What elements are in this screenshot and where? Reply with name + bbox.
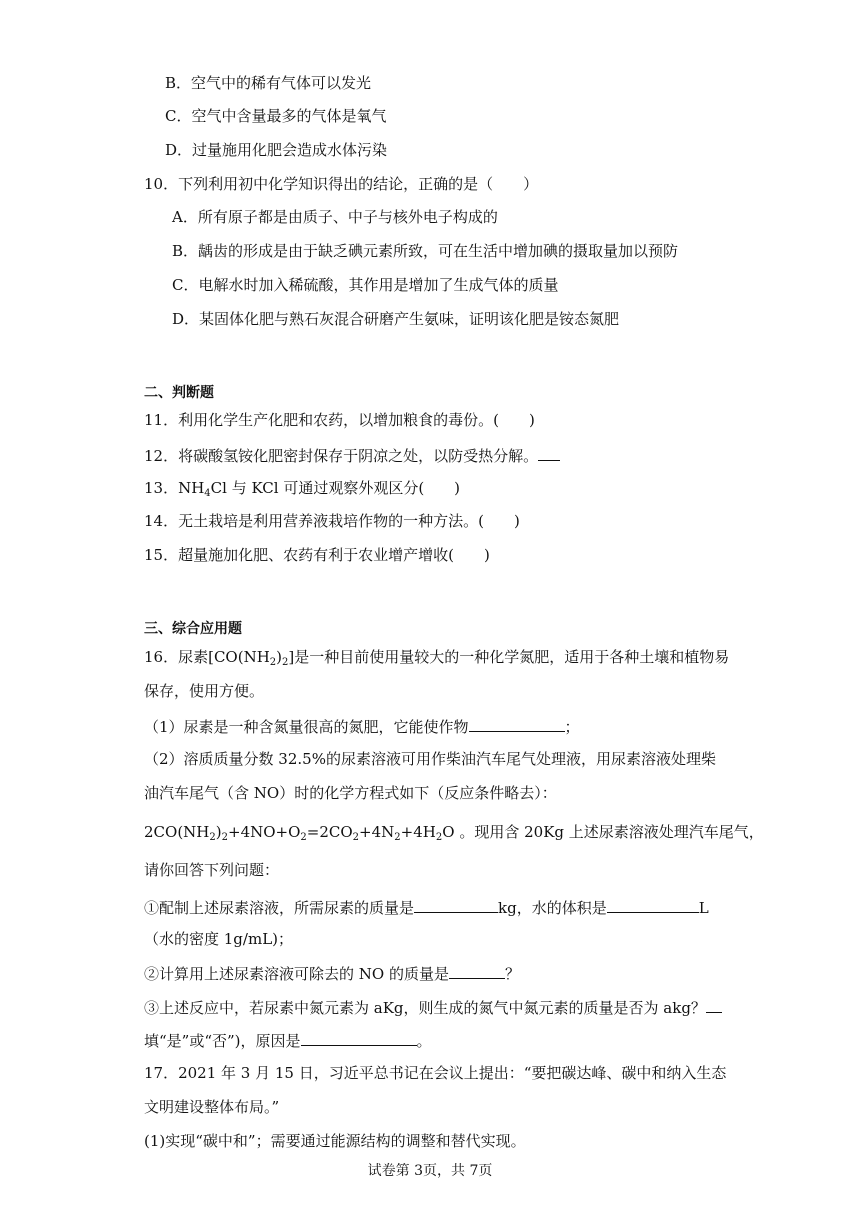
question-13: 13．$NH_4Cl$ 与 KCl 可通过观察外观区分( ) (144, 479, 461, 499)
answer-blank[interactable] (706, 996, 722, 1013)
q9-option-d: D．过量施用化肥会造成水体污染 (165, 141, 388, 159)
question-16-part2-line2: 油汽车尾气（含 NO）时的化学方程式如下（反应条件略去）： (144, 784, 557, 802)
question-17-line2: 文明建设整体布局。” (144, 1098, 280, 1116)
question-12: 12．将碳酸氢铵化肥密封保存于阴凉之处，以防受热分解。 (144, 444, 560, 466)
question-16-part2-line1: （2）溶质质量分数 32.5%的尿素溶液可用作柴油汽车尾气处理液，用尿素溶液处理柴 (144, 750, 716, 768)
sub-question-1-line2: （水的密度 1g/mL)； (144, 930, 294, 948)
q10-option-a: A．所有原子都是由质子、中子与核外电子构成的 (172, 208, 498, 226)
answer-blank[interactable] (301, 1029, 417, 1046)
q10-option-c: C．电解水时加入稀硫酸，其作用是增加了生成气体的质量 (172, 276, 559, 294)
answer-blank[interactable] (538, 444, 560, 461)
question-16-ask: 请你回答下列问题： (144, 861, 280, 879)
q9-option-c: C．空气中含量最多的气体是氧气 (165, 107, 387, 125)
question-16-line2: 保存，使用方便。 (144, 682, 265, 700)
section-title-judgement: 二、判断题 (144, 385, 214, 401)
sub-question-2: ②计算用上述尿素溶液可除去的 NO 的质量是 ？ (144, 962, 520, 984)
q9-option-b: B．空气中的稀有气体可以发光 (165, 74, 372, 92)
q10-stem: 10．下列利用初中化学知识得出的结论，正确的是（ ） (144, 175, 539, 193)
question-11: 11．利用化学生产化肥和农药，以增加粮食的毒份。( ) (144, 411, 535, 429)
section-title-comprehensive: 三、综合应用题 (144, 621, 242, 637)
question-16-part1: （1）尿素是一种含氮量很高的氮肥，它能使作物 ； (144, 715, 580, 737)
page-footer: 试卷第 3页，共 7页 (367, 1163, 493, 1179)
question-17-part1: (1)实现“碳中和”；需要通过能源结构的调整和替代实现。 (144, 1132, 526, 1150)
chemical-equation: $2CO(NH_2)_2+4NO+O_2=2CO_2+4N_2+4H_2O$ (144, 823, 455, 843)
question-14: 14．无土栽培是利用营养液栽培作物的一种方法。( ) (144, 512, 520, 530)
answer-blank[interactable] (449, 962, 505, 979)
q10-option-b: B．龋齿的形成是由于缺乏碘元素所致，可在生活中增加碘的摄取量加以预防 (172, 242, 679, 260)
question-17-line1: 17．2021 年 3 月 15 日，习近平总书记在会议上提出：“要把碳达峰、碳中和纳入生态 (144, 1064, 727, 1082)
chemical-equation-line: $2CO(NH_2)_2+4NO+O_2=2CO_2+4N_2+4H_2O$ 。现用含 20Kg 上述尿素溶液处理汽车尾气， (144, 823, 764, 843)
answer-blank[interactable] (469, 715, 565, 732)
sub-question-3: ③上述反应中，若尿素中氮元素为 aKg，则生成的氮气中氮元素的质量是否为 akg？ (144, 996, 722, 1018)
question-15: 15．超量施加化肥、农药有利于农业增产增收( ) (144, 546, 490, 564)
sub-question-3-line2: 填“是”或“否”)，原因是 。 (144, 1029, 432, 1051)
answer-blank[interactable] (607, 896, 699, 913)
q10-option-d: D．某固体化肥与熟石灰混合研磨产生氨味，证明该化肥是铵态氮肥 (172, 310, 620, 328)
answer-blank[interactable] (414, 896, 498, 913)
question-16-line1: 16．尿素$[CO(NH_2)_2]$是一种目前使用量较大的一种化学氮肥，适用于各种土壤和植物易 (144, 648, 730, 668)
sub-question-1: ①配制上述尿素溶液，所需尿素的质量是 kg，水的体积是 L (144, 896, 709, 918)
